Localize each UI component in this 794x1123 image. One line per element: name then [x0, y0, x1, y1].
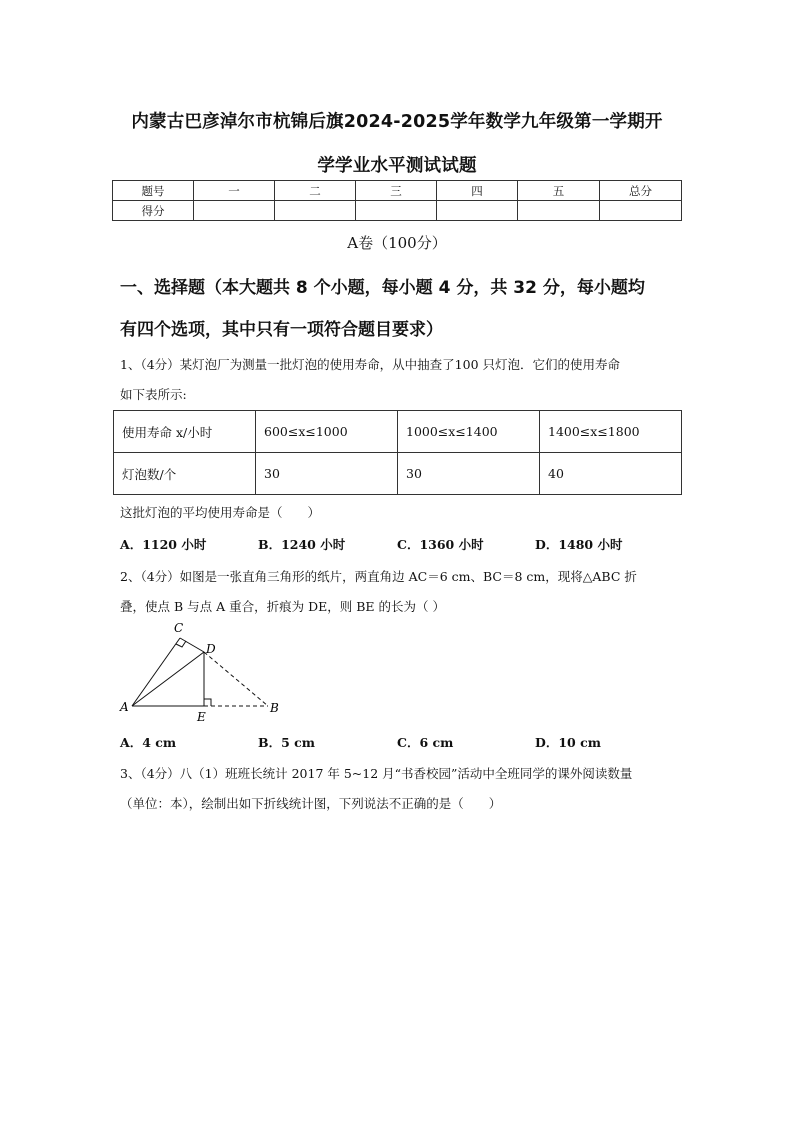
lifetime-table — [113, 410, 682, 495]
q2-option-c: C．6 cm — [397, 735, 454, 750]
right-angle-mark-e — [204, 699, 211, 706]
lifetime-cell: 1400≤x≤1800 — [540, 411, 682, 453]
page-title-line1: 内蒙古巴彦淖尔市杭锦后旗2024-2025学年数学九年级第一学期开 — [131, 112, 663, 132]
lifetime-cell: 30 — [256, 453, 398, 495]
score-header-cell: 一 — [194, 181, 275, 201]
score-table — [112, 180, 682, 221]
score-header-cell: 题号 — [113, 181, 194, 201]
lifetime-cell: 灯泡数/个 — [114, 453, 256, 495]
score-table-score-row — [113, 201, 682, 221]
label-e: E — [197, 710, 206, 724]
score-cell — [194, 201, 275, 221]
score-header-cell: 三 — [356, 181, 437, 201]
section1-heading-line2: 有四个选项，其中只有一项符合题目要求） — [120, 320, 443, 340]
edge-db-dashed — [204, 652, 268, 706]
q1-option-c: C．1360 小时 — [397, 537, 484, 552]
q1-stem: 这批灯泡的平均使用寿命是（ ） — [120, 505, 321, 520]
q1-text-line1: 1、（4分）某灯泡厂为测量一批灯泡的使用寿命，从中抽查了100 只灯泡．它们的使用寿命 — [120, 357, 620, 372]
q2-option-d: D．10 cm — [535, 735, 601, 750]
lifetime-table-row — [114, 411, 682, 453]
score-cell — [437, 201, 518, 221]
q1-option-a: A．1120 小时 — [120, 537, 207, 552]
score-row-label: 得分 — [113, 201, 194, 221]
page-title-line2: 学学业水平测试试题 — [317, 156, 477, 176]
section1-heading-line1: 一、选择题（本大题共 8 个小题，每小题 4 分，共 32 分，每小题均 — [120, 278, 645, 298]
score-cell — [356, 201, 437, 221]
q1-option-d: D．1480 小时 — [535, 537, 623, 552]
lifetime-cell: 1000≤x≤1400 — [398, 411, 540, 453]
q1-option-b: B．1240 小时 — [258, 537, 346, 552]
label-c: C — [174, 621, 184, 635]
score-header-cell: 五 — [518, 181, 600, 201]
q3-text-line2: （单位：本），绘制出如下折线统计图，下列说法不正确的是（ ） — [120, 796, 502, 811]
edge-ad — [132, 652, 204, 706]
lifetime-cell: 30 — [398, 453, 540, 495]
lifetime-cell: 40 — [540, 453, 682, 495]
edge-ac — [132, 638, 180, 706]
score-table-header-row — [113, 181, 682, 201]
score-header-cell: 四 — [437, 181, 518, 201]
q2-text-line2: 叠，使点 B 与点 A 重合，折痕为 DE，则 BE 的长为（ ） — [120, 599, 445, 614]
lifetime-table-row — [114, 453, 682, 495]
q2-text-line1: 2、（4分）如图是一张直角三角形的纸片，两直角边 AC＝6 cm、BC＝8 cm，现将△ABC 折 — [120, 569, 637, 584]
label-b: B — [270, 701, 279, 715]
q2-option-a: A．4 cm — [120, 735, 177, 750]
lifetime-cell: 600≤x≤1000 — [256, 411, 398, 453]
q2-option-b: B．5 cm — [258, 735, 315, 750]
q1-text-line2: 如下表所示: — [120, 387, 187, 402]
score-cell — [518, 201, 600, 221]
score-header-cell: 二 — [275, 181, 356, 201]
score-header-cell: 总分 — [600, 181, 682, 201]
q3-text-line1: 3、（4分）八（1）班班长统计 2017 年 5~12 月“书香校园”活动中全班同学的课外阅读数量 — [120, 766, 633, 781]
label-a: A — [120, 700, 129, 714]
score-cell — [600, 201, 682, 221]
triangle-figure — [110, 615, 300, 727]
score-cell — [275, 201, 356, 221]
volume-heading: A卷（100分） — [347, 234, 447, 252]
label-d: D — [206, 642, 216, 656]
lifetime-cell: 使用寿命 x/小时 — [114, 411, 256, 453]
